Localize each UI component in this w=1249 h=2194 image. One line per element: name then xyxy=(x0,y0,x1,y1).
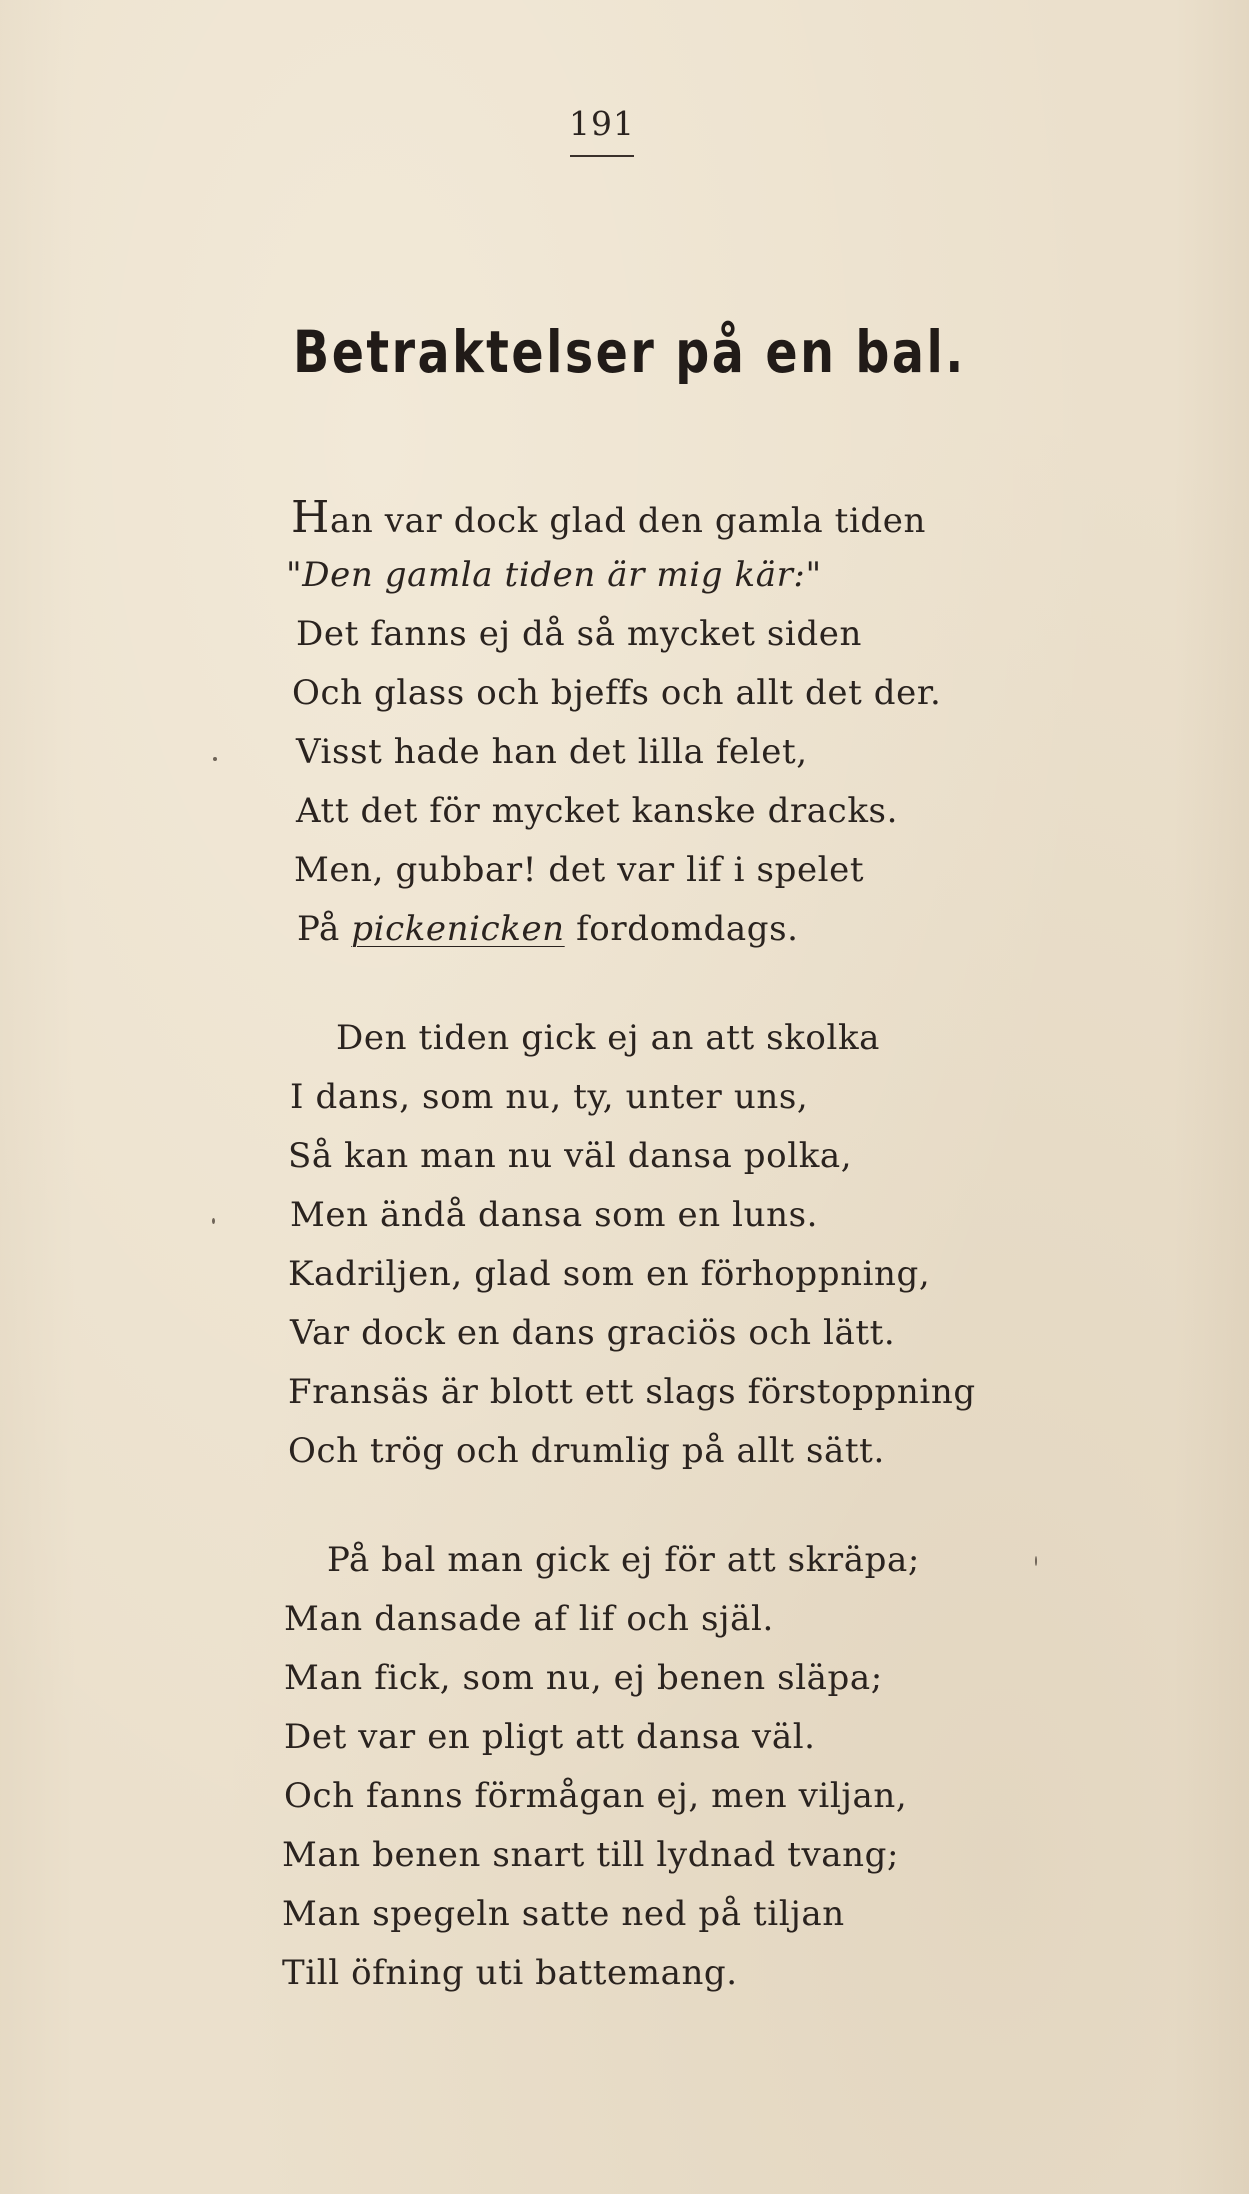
poem-line: Och fanns förmågan ej, men viljan, xyxy=(284,1776,908,1816)
poem-line: Att det för mycket kanske dracks. xyxy=(296,791,898,831)
poem-line: Man benen snart till lydnad tvang; xyxy=(282,1835,900,1875)
paper-speck xyxy=(213,757,217,761)
page-number: 191 xyxy=(569,104,635,143)
poem-line: På pickenicken fordomdags. xyxy=(297,909,799,949)
poem-line: Det var en pligt att dansa väl. xyxy=(284,1717,816,1757)
poem-line: Så kan man nu väl dansa polka, xyxy=(288,1136,853,1176)
poem-line: Fransäs är blott ett slags förstoppning xyxy=(288,1372,976,1412)
poem-line: Visst hade han det lilla felet, xyxy=(296,732,808,772)
poem-line: Man dansade af lif och själ. xyxy=(284,1599,774,1639)
poem-line: Kadriljen, glad som en förhoppning, xyxy=(288,1254,931,1294)
paper-speck xyxy=(212,1218,215,1224)
emphasized-word: pickenicken xyxy=(351,909,565,949)
poem-line: I dans, som nu, ty, unter uns, xyxy=(290,1077,809,1117)
poem-line: "Den gamla tiden är mig kär:" xyxy=(286,555,822,595)
drop-capital: H xyxy=(291,492,330,543)
poem-line: Var dock en dans graciös och lätt. xyxy=(290,1313,896,1353)
poem-line: Den tiden gick ej an att skolka xyxy=(336,1018,881,1058)
paper-speck xyxy=(1035,1556,1037,1566)
poem-line: Han var dock glad den gamla tiden xyxy=(291,492,927,543)
poem-line: Det fanns ej då så mycket siden xyxy=(296,614,862,654)
poem-line: Men, gubbar! det var lif i spelet xyxy=(294,850,865,890)
poem-line: Men ändå dansa som en luns. xyxy=(290,1195,819,1235)
poem-line: Och trög och drumlig på allt sätt. xyxy=(288,1431,885,1471)
poem-line: Man spegeln satte ned på tiljan xyxy=(282,1894,845,1934)
poem-line: Till öfning uti battemang. xyxy=(282,1953,738,1993)
poem-line: På bal man gick ej för att skräpa; xyxy=(327,1540,920,1580)
poem-line: Och glass och bjeffs och allt det der. xyxy=(292,673,942,713)
poem-line: Man fick, som nu, ej benen släpa; xyxy=(284,1658,883,1698)
page-number-rule xyxy=(570,155,634,157)
poem-title: Betraktelser på en bal. xyxy=(293,318,966,386)
